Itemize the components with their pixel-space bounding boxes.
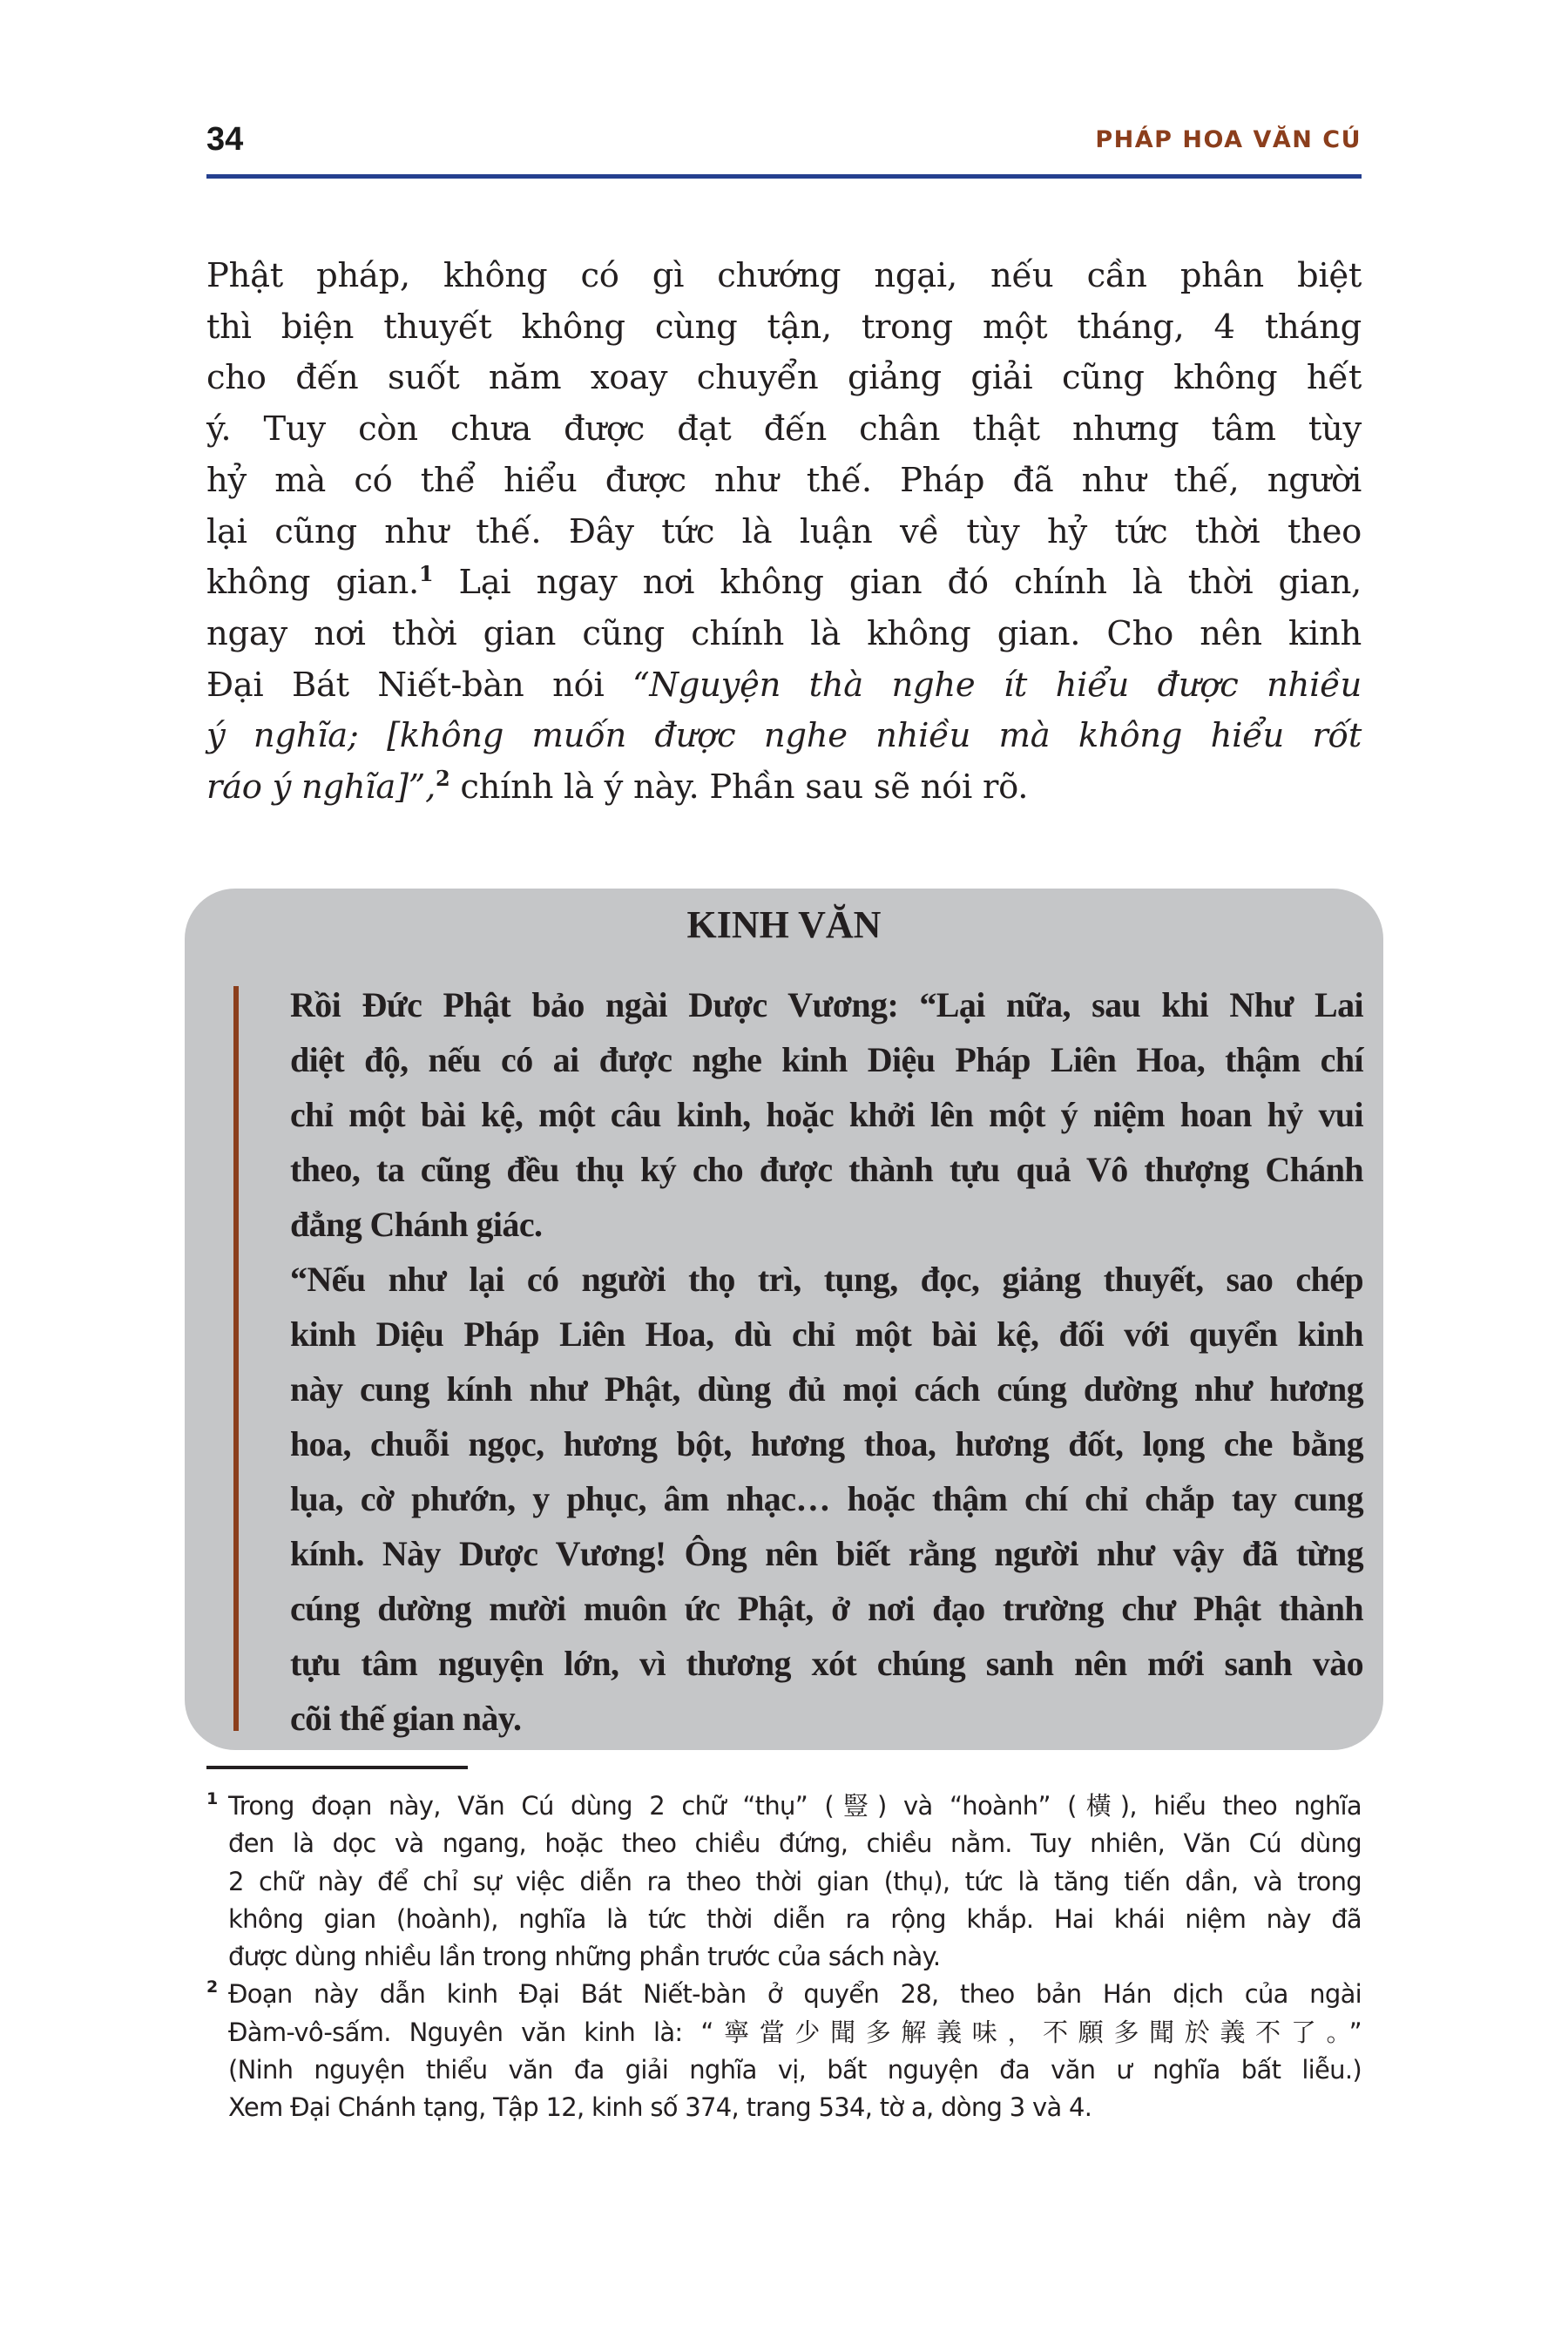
body-text-span: Lại ngay nơi không gian đó chính là thời gian, [433, 563, 1362, 603]
footnotes [206, 1788, 1362, 2127]
footnote-1 [206, 1788, 1362, 1976]
sutra-line: theo, ta cũng đều thụ ký cho được thành tựu quả Vô thượng Chánh [290, 1150, 1363, 1189]
footnote-line: Đàm-vô-sấm. Nguyên văn kinh là: “寧當少聞多解義味，不願多聞於義不了。” [228, 2017, 1362, 2047]
body-line: Phật pháp, không có gì chướng ngại, nếu cần phân biệt [206, 256, 1362, 295]
sutra-text [290, 977, 1363, 1746]
footnote-text: Trong đoạn này, Văn Cú dùng 2 chữ “thụ” (豎) và “hoành” (橫), hiểu theo nghĩa [228, 1791, 1362, 1821]
sutra-line: lụa, cờ phướn, y phục, âm nhạc… hoặc thậm chí chỉ chắp tay cung [290, 1479, 1363, 1518]
quote-italic: “Nguyện thà nghe ít hiểu được nhiều [632, 665, 1362, 705]
header-rule [206, 174, 1362, 179]
sutra-line: cõi thế gian này. [290, 1699, 522, 1738]
body-paragraph [206, 251, 1362, 814]
sutra-accent-bar [233, 986, 239, 1731]
sutra-line: chỉ một bài kệ, một câu kinh, hoặc khởi lên một ý niệm hoan hỷ vui [290, 1095, 1363, 1134]
sutra-line: “Nếu như lại có người thọ trì, tụng, đọc, giảng thuyết, sao chép [290, 1260, 1363, 1299]
body-text-span: chính là ý này. Phần sau sẽ nói rõ. [449, 767, 1029, 808]
sutra-line: hoa, chuỗi ngọc, hương bột, hương thoa, hương đốt, lọng che bằng [290, 1424, 1363, 1463]
footnote-line: 1 Trong đoạn này, Văn Cú dùng 2 chữ “thụ” (豎) và “hoành” (橫), hiểu theo nghĩa [206, 1789, 1362, 1821]
footnote-text: Đoạn này dẫn kinh Đại Bát Niết-bàn ở quyển 28, theo bản Hán dịch của ngài [228, 1979, 1362, 2010]
sutra-line: diệt độ, nếu có ai được nghe kinh Diệu Pháp Liên Hoa, thậm chí [290, 1040, 1363, 1079]
body-line: ý. Tuy còn chưa được đạt đến chân thật nhưng tâm tùy [206, 409, 1362, 449]
footnote-line: 2 Đoạn này dẫn kinh Đại Bát Niết-bàn ở quyển 28, theo bản Hán dịch của ngài [206, 1977, 1362, 2010]
body-line [206, 762, 1362, 814]
sutra-line: Rồi Đức Phật bảo ngài Dược Vương: “Lại nữa, sau khi Như Lai [290, 985, 1363, 1024]
quote-italic: ráo ý nghĩa]”, [206, 767, 436, 808]
footnote-ref-1[interactable]: 1 [418, 561, 434, 587]
body-line [206, 558, 1362, 609]
footnote-line: Xem Đại Chánh tạng, Tập 12, kinh số 374, trang 534, tờ a, dòng 3 và 4. [228, 2092, 1092, 2123]
sutra-line: kinh Diệu Pháp Liên Hoa, dù chỉ một bài kệ, đối với quyển kinh [290, 1315, 1363, 1354]
footnote-rule [206, 1766, 468, 1769]
footnote-line: không gian (hoành), nghĩa là tức thời diễn ra rộng khắp. Hai khái niệm này đã [228, 1903, 1362, 1934]
sutra-line: đẳng Chánh giác. [290, 1205, 543, 1244]
sutra-line: tựu tâm nguyện lớn, vì thương xót chúng sanh nên mới sanh vào [290, 1644, 1363, 1683]
body-line: lại cũng như thế. Đây tức là luận về tùy hỷ tức thời theo [206, 511, 1362, 551]
body-text-span: không gian. [206, 563, 419, 603]
footnote-line: được dùng nhiều lần trong những phần trước của sách này. [228, 1942, 941, 1972]
footnote-line: 2 chữ này để chỉ sự việc diễn ra theo thời gian (thụ), tức là tăng tiến dần, và trong [228, 1866, 1362, 1896]
footnote-line: (Ninh nguyện thiểu văn đa giải nghĩa vị, bất nguyện đa văn ư nghĩa bất liễu.) [228, 2055, 1362, 2085]
body-line: ngay nơi thời gian cũng chính là không gian. Cho nên kinh [206, 613, 1362, 653]
body-line [206, 711, 1362, 762]
quote-italic: ý nghĩa; [không muốn được nghe nhiều mà không hiểu rốt [206, 716, 1362, 756]
page-number: 34 [206, 121, 244, 158]
running-title: PHÁP HOA VĂN CÚ [1095, 126, 1362, 153]
footnote-line: đen là dọc và ngang, hoặc theo chiều đứng, chiều nằm. Tuy nhiên, Văn Cú dùng [228, 1828, 1362, 1859]
body-line: hỷ mà có thể hiểu được như thế. Pháp đã như thế, người [206, 460, 1362, 500]
body-line: thì biện thuyết không cùng tận, trong một tháng, 4 tháng [206, 307, 1362, 347]
sutra-line: cúng dường mười muôn ức Phật, ở nơi đạo trường chư Phật thành [290, 1589, 1363, 1628]
body-line [206, 660, 1362, 712]
body-line: cho đến suốt năm xoay chuyển giảng giải cũng không hết [206, 358, 1362, 398]
sutra-line: này cung kính như Phật, dùng đủ mọi cách cúng dường như hương [290, 1369, 1363, 1409]
sutra-title: KINH VĂN [686, 903, 882, 946]
body-text-span: Đại Bát Niết-bàn nói [206, 665, 633, 705]
footnote-2 [206, 1976, 1362, 2126]
page-header [206, 122, 1362, 157]
sutra-line: kính. Này Dược Vương! Ông nên biết rằng người như vậy đã từng [290, 1534, 1363, 1573]
footnote-ref-2[interactable]: 2 [436, 766, 450, 792]
